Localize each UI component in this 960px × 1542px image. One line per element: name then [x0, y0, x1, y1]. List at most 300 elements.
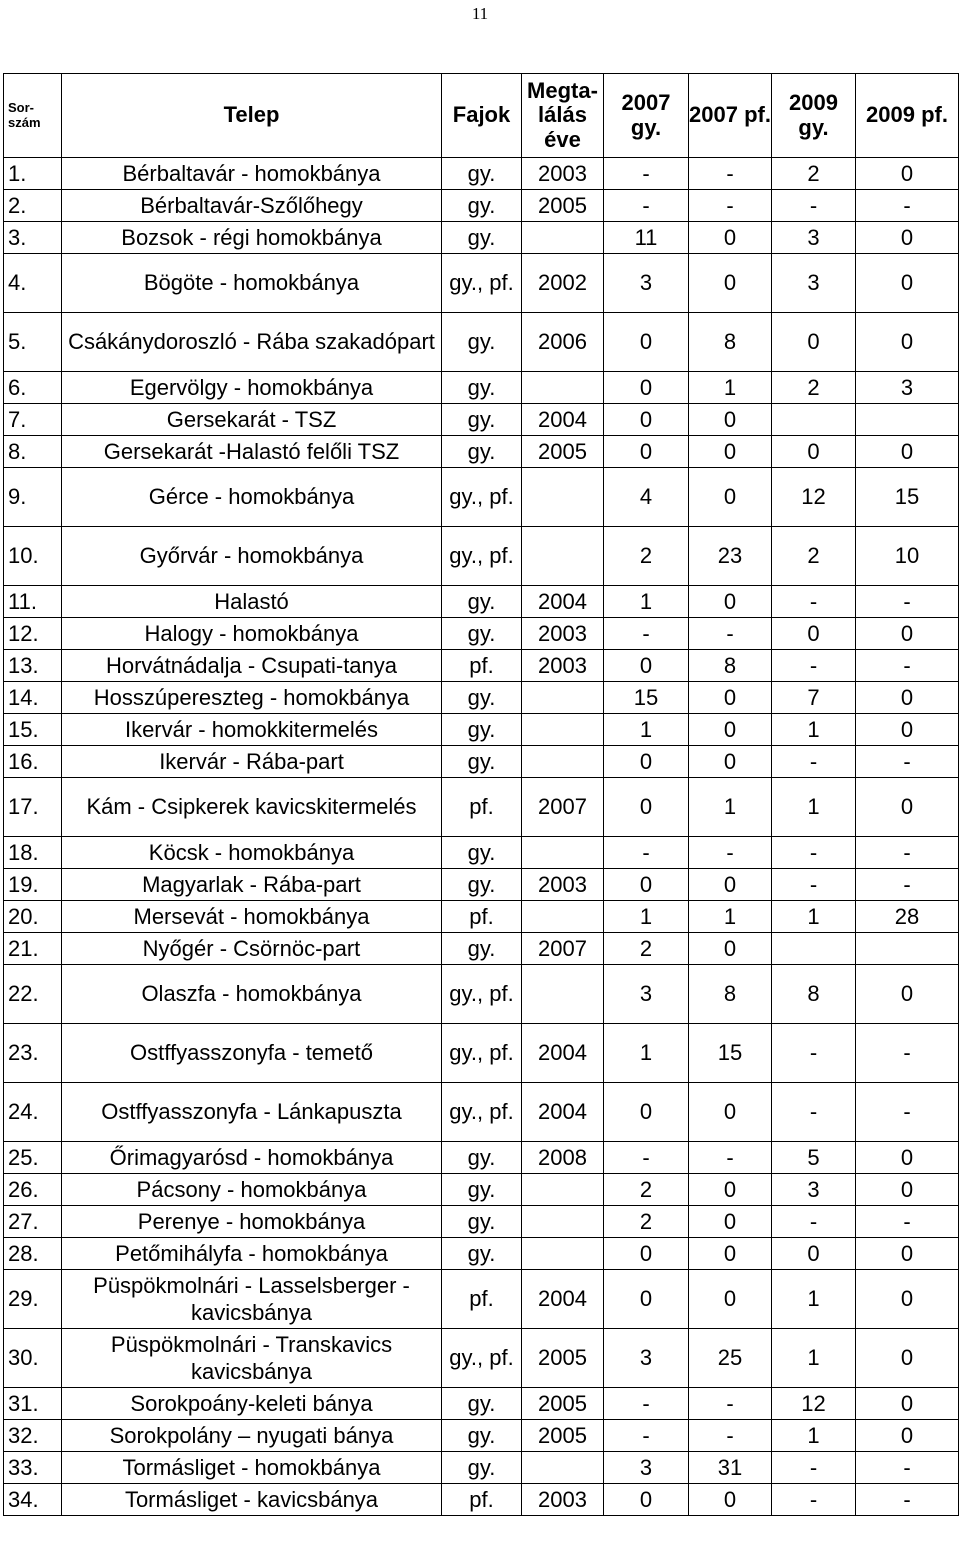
- value-2009-gy: 3: [772, 222, 856, 254]
- value-2007-gy: 0: [604, 778, 689, 837]
- species: pf.: [442, 901, 522, 933]
- discovery-year: 2003: [522, 650, 604, 682]
- value-2009-gy: -: [772, 586, 856, 618]
- value-2007-pf: 0: [689, 714, 772, 746]
- site-name: Püspökmolnári - Transkavics kavicsbánya: [62, 1329, 442, 1388]
- table-row: [4, 1206, 959, 1238]
- discovery-year: 2006: [522, 313, 604, 372]
- table-row: [4, 746, 959, 778]
- table-row: [4, 1238, 959, 1270]
- value-2007-pf: 8: [689, 313, 772, 372]
- value-2007-gy: 11: [604, 222, 689, 254]
- site-name: Ostffyasszonyfa - Lánkapuszta: [62, 1083, 442, 1142]
- value-2007-gy: 3: [604, 1329, 689, 1388]
- value-2009-pf: 3: [856, 372, 959, 404]
- row-number: 33.: [4, 1452, 62, 1484]
- value-2009-gy: 8: [772, 965, 856, 1024]
- discovery-year: 2007: [522, 778, 604, 837]
- discovery-year: [522, 746, 604, 778]
- discovery-year: [522, 1238, 604, 1270]
- table-row: [4, 618, 959, 650]
- value-2007-pf: 1: [689, 901, 772, 933]
- value-2007-pf: 0: [689, 1270, 772, 1329]
- table-row: [4, 190, 959, 222]
- species: pf.: [442, 1484, 522, 1516]
- site-name: Sorokpolány – nyugati bánya: [62, 1420, 442, 1452]
- table-row: [4, 901, 959, 933]
- species: gy., pf.: [442, 527, 522, 586]
- species: pf.: [442, 778, 522, 837]
- table-row: [4, 586, 959, 618]
- header-sorszam: Sor-szám: [4, 74, 62, 158]
- table-row: [4, 313, 959, 372]
- species: gy.: [442, 586, 522, 618]
- site-name: Köcsk - homokbánya: [62, 837, 442, 869]
- value-2007-gy: 2: [604, 1174, 689, 1206]
- row-number: 3.: [4, 222, 62, 254]
- species: gy.: [442, 869, 522, 901]
- species: gy.: [442, 313, 522, 372]
- species: gy.: [442, 837, 522, 869]
- discovery-year: [522, 527, 604, 586]
- value-2007-gy: -: [604, 158, 689, 190]
- discovery-year: 2008: [522, 1142, 604, 1174]
- value-2009-pf: -: [856, 1206, 959, 1238]
- value-2009-gy: 2: [772, 372, 856, 404]
- row-number: 26.: [4, 1174, 62, 1206]
- header-2007-gy: 2007 gy.: [604, 74, 689, 158]
- value-2009-gy: 2: [772, 158, 856, 190]
- value-2007-gy: 0: [604, 1083, 689, 1142]
- row-number: 1.: [4, 158, 62, 190]
- value-2009-gy: -: [772, 1484, 856, 1516]
- species: gy., pf.: [442, 1329, 522, 1388]
- value-2009-gy: 3: [772, 254, 856, 313]
- species: gy.: [442, 714, 522, 746]
- header-megtalalas-eve: Megta-lálás éve: [522, 74, 604, 158]
- discovery-year: 2005: [522, 1420, 604, 1452]
- discovery-year: [522, 372, 604, 404]
- table-row: [4, 933, 959, 965]
- value-2007-gy: 2: [604, 1206, 689, 1238]
- site-name: Ostffyasszonyfa - temető: [62, 1024, 442, 1083]
- table-row: [4, 1329, 959, 1388]
- value-2009-pf: 0: [856, 436, 959, 468]
- value-2007-gy: 0: [604, 436, 689, 468]
- discovery-year: [522, 901, 604, 933]
- value-2009-pf: -: [856, 1484, 959, 1516]
- table-row: [4, 714, 959, 746]
- row-number: 34.: [4, 1484, 62, 1516]
- species: gy.: [442, 1174, 522, 1206]
- discovery-year: [522, 965, 604, 1024]
- row-number: 4.: [4, 254, 62, 313]
- site-name: Ikervár - Rába-part: [62, 746, 442, 778]
- species: gy.: [442, 158, 522, 190]
- row-number: 9.: [4, 468, 62, 527]
- value-2009-gy: -: [772, 190, 856, 222]
- row-number: 6.: [4, 372, 62, 404]
- value-2009-pf: -: [856, 586, 959, 618]
- row-number: 25.: [4, 1142, 62, 1174]
- site-name: Bérbaltavár-Szőlőhegy: [62, 190, 442, 222]
- value-2007-gy: 1: [604, 586, 689, 618]
- site-name: Tormásliget - kavicsbánya: [62, 1484, 442, 1516]
- table-row: [4, 650, 959, 682]
- value-2007-pf: -: [689, 1420, 772, 1452]
- value-2007-gy: -: [604, 618, 689, 650]
- table-row: [4, 1083, 959, 1142]
- value-2007-pf: 1: [689, 372, 772, 404]
- header-2007-pf: 2007 pf.: [689, 74, 772, 158]
- discovery-year: [522, 1174, 604, 1206]
- table-header-row: [4, 74, 959, 158]
- table-row: [4, 1420, 959, 1452]
- value-2007-pf: 0: [689, 436, 772, 468]
- species: gy., pf.: [442, 965, 522, 1024]
- discovery-year: 2005: [522, 190, 604, 222]
- value-2009-pf: [856, 404, 959, 436]
- value-2007-pf: 8: [689, 650, 772, 682]
- value-2009-pf: 0: [856, 1174, 959, 1206]
- discovery-year: [522, 837, 604, 869]
- value-2009-gy: 0: [772, 436, 856, 468]
- table-row: [4, 436, 959, 468]
- row-number: 20.: [4, 901, 62, 933]
- value-2007-pf: 0: [689, 404, 772, 436]
- species: gy., pf.: [442, 254, 522, 313]
- value-2009-pf: -: [856, 1024, 959, 1083]
- value-2007-pf: 1: [689, 778, 772, 837]
- value-2009-pf: 0: [856, 1270, 959, 1329]
- site-name: Őrimagyarósd - homokbánya: [62, 1142, 442, 1174]
- species: gy.: [442, 372, 522, 404]
- value-2007-pf: -: [689, 837, 772, 869]
- species: pf.: [442, 1270, 522, 1329]
- value-2009-pf: 0: [856, 965, 959, 1024]
- value-2009-pf: 0: [856, 1420, 959, 1452]
- value-2007-pf: 8: [689, 965, 772, 1024]
- site-name: Kám - Csipkerek kavicskitermelés: [62, 778, 442, 837]
- row-number: 21.: [4, 933, 62, 965]
- species: gy.: [442, 436, 522, 468]
- species: gy.: [442, 746, 522, 778]
- value-2007-pf: 31: [689, 1452, 772, 1484]
- value-2009-gy: 0: [772, 1238, 856, 1270]
- table-row: [4, 372, 959, 404]
- value-2009-gy: 12: [772, 1388, 856, 1420]
- species: gy., pf.: [442, 1024, 522, 1083]
- species: gy.: [442, 190, 522, 222]
- site-name: Halastó: [62, 586, 442, 618]
- row-number: 29.: [4, 1270, 62, 1329]
- value-2007-gy: 0: [604, 1270, 689, 1329]
- value-2007-pf: -: [689, 1388, 772, 1420]
- site-name: Ikervár - homokkitermelés: [62, 714, 442, 746]
- value-2009-gy: -: [772, 746, 856, 778]
- value-2009-gy: -: [772, 837, 856, 869]
- value-2009-pf: 15: [856, 468, 959, 527]
- value-2009-pf: 0: [856, 313, 959, 372]
- site-name: Csákánydoroszló - Rába szakadópart: [62, 313, 442, 372]
- discovery-year: 2003: [522, 158, 604, 190]
- row-number: 27.: [4, 1206, 62, 1238]
- row-number: 12.: [4, 618, 62, 650]
- table-row: [4, 222, 959, 254]
- value-2009-gy: [772, 933, 856, 965]
- discovery-year: [522, 1452, 604, 1484]
- value-2007-gy: 0: [604, 372, 689, 404]
- discovery-year: 2003: [522, 869, 604, 901]
- value-2009-pf: 0: [856, 254, 959, 313]
- value-2007-gy: -: [604, 837, 689, 869]
- value-2007-gy: 4: [604, 468, 689, 527]
- species: gy., pf.: [442, 1083, 522, 1142]
- row-number: 28.: [4, 1238, 62, 1270]
- value-2007-gy: 0: [604, 1484, 689, 1516]
- discovery-year: 2003: [522, 618, 604, 650]
- table-row: [4, 837, 959, 869]
- table-body: [4, 158, 959, 1516]
- discovery-year: 2004: [522, 1024, 604, 1083]
- discovery-year: [522, 1206, 604, 1238]
- table-row: [4, 254, 959, 313]
- discovery-year: 2004: [522, 404, 604, 436]
- discovery-year: 2002: [522, 254, 604, 313]
- value-2009-pf: 0: [856, 682, 959, 714]
- row-number: 19.: [4, 869, 62, 901]
- value-2009-pf: 0: [856, 1238, 959, 1270]
- species: gy.: [442, 682, 522, 714]
- value-2007-gy: 3: [604, 1452, 689, 1484]
- species: gy.: [442, 1142, 522, 1174]
- value-2009-gy: 1: [772, 901, 856, 933]
- value-2007-gy: 3: [604, 965, 689, 1024]
- site-name: Nyőgér - Csörnöc-part: [62, 933, 442, 965]
- value-2009-pf: 28: [856, 901, 959, 933]
- species: gy.: [442, 1388, 522, 1420]
- row-number: 17.: [4, 778, 62, 837]
- value-2007-pf: -: [689, 190, 772, 222]
- value-2009-gy: -: [772, 1452, 856, 1484]
- header-2009-pf: 2009 pf.: [856, 74, 959, 158]
- value-2009-gy: 1: [772, 1329, 856, 1388]
- table-row: [4, 1142, 959, 1174]
- value-2009-pf: -: [856, 1452, 959, 1484]
- row-number: 23.: [4, 1024, 62, 1083]
- species: gy.: [442, 618, 522, 650]
- site-name: Püspökmolnári - Lasselsberger - kavicsbánya: [62, 1270, 442, 1329]
- value-2007-gy: 3: [604, 254, 689, 313]
- value-2009-gy: -: [772, 650, 856, 682]
- value-2009-gy: 3: [772, 1174, 856, 1206]
- value-2009-pf: 0: [856, 222, 959, 254]
- value-2009-pf: 0: [856, 1142, 959, 1174]
- species: gy.: [442, 1452, 522, 1484]
- value-2007-pf: 25: [689, 1329, 772, 1388]
- site-name: Bozsok - régi homokbánya: [62, 222, 442, 254]
- value-2007-pf: 0: [689, 1206, 772, 1238]
- value-2009-gy: 1: [772, 1420, 856, 1452]
- value-2007-pf: 0: [689, 254, 772, 313]
- value-2009-gy: 1: [772, 778, 856, 837]
- value-2009-gy: 1: [772, 1270, 856, 1329]
- row-number: 5.: [4, 313, 62, 372]
- discovery-year: [522, 222, 604, 254]
- value-2009-gy: 5: [772, 1142, 856, 1174]
- value-2009-pf: -: [856, 837, 959, 869]
- site-name: Bérbaltavár - homokbánya: [62, 158, 442, 190]
- site-name: Tormásliget - homokbánya: [62, 1452, 442, 1484]
- site-name: Bögöte - homokbánya: [62, 254, 442, 313]
- row-number: 13.: [4, 650, 62, 682]
- site-name: Sorokpoány-keleti bánya: [62, 1388, 442, 1420]
- site-name: Magyarlak - Rába-part: [62, 869, 442, 901]
- header-telep: Telep: [62, 74, 442, 158]
- row-number: 2.: [4, 190, 62, 222]
- value-2007-gy: 0: [604, 746, 689, 778]
- site-name: Gérce - homokbánya: [62, 468, 442, 527]
- value-2009-gy: -: [772, 1024, 856, 1083]
- value-2007-pf: 0: [689, 468, 772, 527]
- value-2007-pf: -: [689, 618, 772, 650]
- site-name: Halogy - homokbánya: [62, 618, 442, 650]
- row-number: 30.: [4, 1329, 62, 1388]
- species: pf.: [442, 650, 522, 682]
- value-2007-pf: 0: [689, 1083, 772, 1142]
- value-2009-pf: -: [856, 190, 959, 222]
- table-row: [4, 1388, 959, 1420]
- sites-table: [3, 73, 959, 1516]
- row-number: 24.: [4, 1083, 62, 1142]
- value-2009-pf: 0: [856, 618, 959, 650]
- value-2009-gy: 0: [772, 618, 856, 650]
- table-row: [4, 1174, 959, 1206]
- value-2007-gy: 2: [604, 527, 689, 586]
- discovery-year: 2004: [522, 1083, 604, 1142]
- value-2007-pf: 15: [689, 1024, 772, 1083]
- row-number: 7.: [4, 404, 62, 436]
- row-number: 15.: [4, 714, 62, 746]
- value-2007-pf: 0: [689, 1174, 772, 1206]
- value-2007-pf: 0: [689, 222, 772, 254]
- table-row: [4, 468, 959, 527]
- row-number: 22.: [4, 965, 62, 1024]
- value-2007-gy: -: [604, 1142, 689, 1174]
- header-fajok: Fajok: [442, 74, 522, 158]
- value-2009-pf: 0: [856, 778, 959, 837]
- table-row: [4, 869, 959, 901]
- site-name: Pácsony - homokbánya: [62, 1174, 442, 1206]
- table-row: [4, 778, 959, 837]
- value-2009-pf: [856, 933, 959, 965]
- value-2007-gy: -: [604, 1420, 689, 1452]
- discovery-year: 2003: [522, 1484, 604, 1516]
- value-2007-gy: -: [604, 1388, 689, 1420]
- species: gy.: [442, 222, 522, 254]
- species: gy.: [442, 1238, 522, 1270]
- row-number: 18.: [4, 837, 62, 869]
- value-2009-pf: 0: [856, 1329, 959, 1388]
- value-2007-gy: 2: [604, 933, 689, 965]
- table-row: [4, 1270, 959, 1329]
- discovery-year: 2005: [522, 1329, 604, 1388]
- value-2009-gy: 12: [772, 468, 856, 527]
- row-number: 31.: [4, 1388, 62, 1420]
- discovery-year: 2007: [522, 933, 604, 965]
- value-2007-pf: 0: [689, 682, 772, 714]
- discovery-year: [522, 682, 604, 714]
- value-2007-pf: 0: [689, 933, 772, 965]
- table-row: [4, 1484, 959, 1516]
- discovery-year: 2004: [522, 586, 604, 618]
- row-number: 16.: [4, 746, 62, 778]
- value-2007-gy: 0: [604, 404, 689, 436]
- row-number: 14.: [4, 682, 62, 714]
- site-name: Mersevát - homokbánya: [62, 901, 442, 933]
- site-name: Perenye - homokbánya: [62, 1206, 442, 1238]
- site-name: Egervölgy - homokbánya: [62, 372, 442, 404]
- site-name: Petőmihályfa - homokbánya: [62, 1238, 442, 1270]
- site-name: Olaszfa - homokbánya: [62, 965, 442, 1024]
- species: gy.: [442, 933, 522, 965]
- value-2007-gy: 1: [604, 1024, 689, 1083]
- value-2007-pf: -: [689, 158, 772, 190]
- species: gy., pf.: [442, 468, 522, 527]
- value-2009-gy: -: [772, 1206, 856, 1238]
- discovery-year: 2005: [522, 1388, 604, 1420]
- value-2007-gy: 0: [604, 869, 689, 901]
- value-2007-gy: 0: [604, 1238, 689, 1270]
- species: gy.: [442, 1420, 522, 1452]
- value-2009-pf: -: [856, 869, 959, 901]
- value-2009-pf: 10: [856, 527, 959, 586]
- value-2009-gy: [772, 404, 856, 436]
- table-row: [4, 404, 959, 436]
- table-row: [4, 682, 959, 714]
- value-2007-pf: 0: [689, 1484, 772, 1516]
- value-2009-pf: -: [856, 746, 959, 778]
- value-2007-pf: 0: [689, 746, 772, 778]
- value-2007-pf: -: [689, 1142, 772, 1174]
- value-2007-pf: 0: [689, 1238, 772, 1270]
- value-2009-pf: 0: [856, 158, 959, 190]
- value-2007-gy: 1: [604, 714, 689, 746]
- table-row: [4, 1452, 959, 1484]
- value-2007-gy: -: [604, 190, 689, 222]
- value-2009-pf: -: [856, 1083, 959, 1142]
- value-2007-gy: 1: [604, 901, 689, 933]
- page-number: 11: [471, 4, 489, 23]
- value-2009-pf: -: [856, 650, 959, 682]
- table-row: [4, 158, 959, 190]
- discovery-year: 2004: [522, 1270, 604, 1329]
- discovery-year: 2005: [522, 436, 604, 468]
- table-row: [4, 527, 959, 586]
- site-name: Hosszúpereszteg - homokbánya: [62, 682, 442, 714]
- value-2007-gy: 15: [604, 682, 689, 714]
- value-2009-gy: 0: [772, 313, 856, 372]
- value-2007-gy: 0: [604, 650, 689, 682]
- discovery-year: [522, 468, 604, 527]
- value-2007-pf: 0: [689, 869, 772, 901]
- site-name: Gersekarát - TSZ: [62, 404, 442, 436]
- value-2009-gy: 7: [772, 682, 856, 714]
- species: gy.: [442, 404, 522, 436]
- value-2009-pf: 0: [856, 714, 959, 746]
- site-name: Gersekarát -Halastó felőli TSZ: [62, 436, 442, 468]
- discovery-year: [522, 714, 604, 746]
